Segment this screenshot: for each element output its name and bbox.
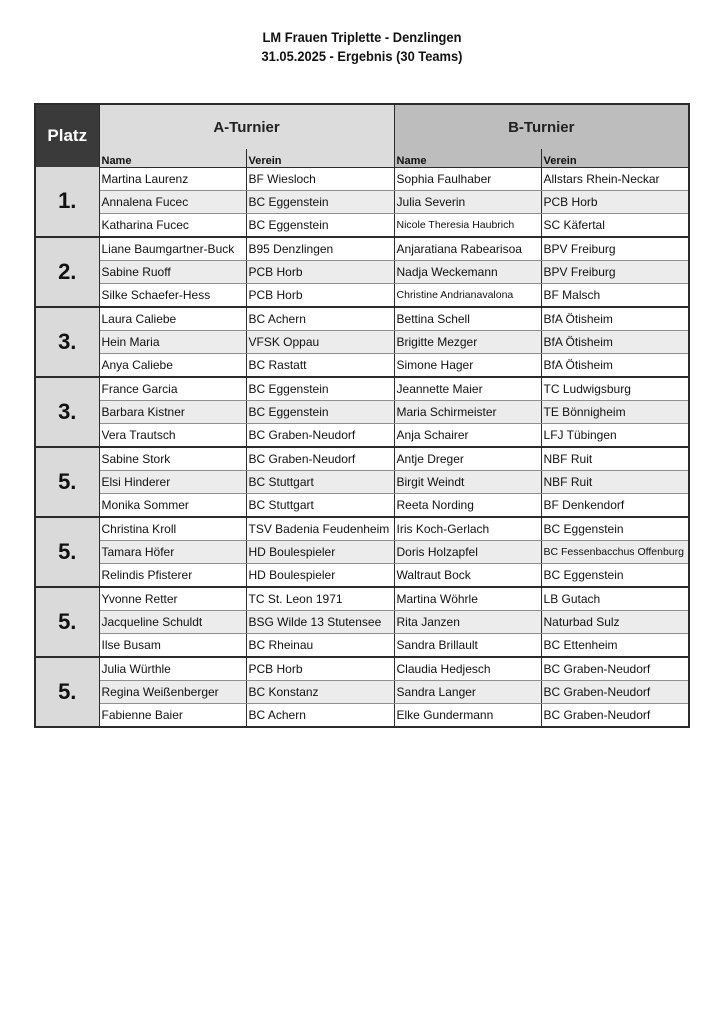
a-name-cell: Katharina Fucec	[99, 213, 246, 237]
b-name-cell: Reeta Nording	[394, 493, 541, 517]
table-row	[35, 353, 689, 377]
b-name-cell: Iris Koch-Gerlach	[394, 517, 541, 541]
a-name-cell: Martina Laurenz	[99, 167, 246, 190]
b-turnier-header: B-Turnier	[394, 104, 689, 149]
a-verein-cell: BC Konstanz	[246, 680, 394, 703]
a-verein-cell: VFSK Oppau	[246, 330, 394, 353]
b-verein-cell: BfA Ötisheim	[541, 307, 689, 331]
b-name-cell: Bettina Schell	[394, 307, 541, 331]
a-verein-cell: B95 Denzlingen	[246, 237, 394, 261]
a-name-cell: Anya Caliebe	[99, 353, 246, 377]
a-verein-cell: BC Graben-Neudorf	[246, 423, 394, 447]
a-name-cell: Relindis Pfisterer	[99, 563, 246, 587]
table-row	[35, 190, 689, 213]
place-cell: 5.	[35, 587, 99, 657]
table-row	[35, 703, 689, 727]
table-row	[35, 213, 689, 237]
table-row	[35, 330, 689, 353]
b-name-cell: Anjaratiana Rabearisoa	[394, 237, 541, 261]
a-verein-cell: BSG Wilde 13 Stutensee	[246, 610, 394, 633]
b-verein-cell: NBF Ruit	[541, 470, 689, 493]
b-verein-cell: Allstars Rhein-Neckar	[541, 167, 689, 190]
b-name-cell: Christine Andrianavalona	[394, 283, 541, 307]
b-name-cell: Doris Holzapfel	[394, 540, 541, 563]
b-verein-cell: LB Gutach	[541, 587, 689, 611]
b-verein-cell: BC Ettenheim	[541, 633, 689, 657]
table-row	[35, 517, 689, 541]
a-name-cell: Silke Schaefer-Hess	[99, 283, 246, 307]
b-name-cell: Antje Dreger	[394, 447, 541, 471]
table-row	[35, 307, 689, 331]
a-name-cell: Ilse Busam	[99, 633, 246, 657]
a-name-cell: Laura Caliebe	[99, 307, 246, 331]
b-name-column-header: Name	[394, 149, 541, 167]
a-verein-cell: BC Achern	[246, 307, 394, 331]
a-name-cell: Hein Maria	[99, 330, 246, 353]
a-verein-cell: PCB Horb	[246, 260, 394, 283]
b-verein-cell: BC Eggenstein	[541, 563, 689, 587]
b-name-cell: Waltraut Bock	[394, 563, 541, 587]
table-row	[35, 657, 689, 681]
place-cell: 5.	[35, 657, 99, 727]
title-line-2: 31.05.2025 - Ergebnis (30 Teams)	[261, 48, 463, 64]
table-row	[35, 400, 689, 423]
a-verein-cell: BC Stuttgart	[246, 493, 394, 517]
b-verein-cell: BC Eggenstein	[541, 517, 689, 541]
a-verein-cell: PCB Horb	[246, 657, 394, 681]
a-name-cell: Sabine Ruoff	[99, 260, 246, 283]
a-verein-cell: BC Eggenstein	[246, 213, 394, 237]
place-cell: 2.	[35, 237, 99, 307]
b-name-cell: Nicole Theresia Haubrich	[394, 213, 541, 237]
results-table	[34, 103, 690, 728]
a-verein-cell: TC St. Leon 1971	[246, 587, 394, 611]
table-row	[35, 470, 689, 493]
b-name-cell: Sandra Brillault	[394, 633, 541, 657]
b-name-cell: Jeannette Maier	[394, 377, 541, 401]
b-name-cell: Rita Janzen	[394, 610, 541, 633]
a-name-cell: Vera Trautsch	[99, 423, 246, 447]
b-verein-cell: SC Käfertal	[541, 213, 689, 237]
b-verein-cell: TE Bönnigheim	[541, 400, 689, 423]
b-verein-cell: BF Malsch	[541, 283, 689, 307]
b-verein-cell: BC Graben-Neudorf	[541, 680, 689, 703]
b-verein-cell: TC Ludwigsburg	[541, 377, 689, 401]
a-turnier-header: A-Turnier	[99, 104, 394, 149]
b-verein-cell: BC Graben-Neudorf	[541, 657, 689, 681]
place-cell: 5.	[35, 517, 99, 587]
b-name-cell: Simone Hager	[394, 353, 541, 377]
place-cell: 3.	[35, 307, 99, 377]
b-verein-cell: BfA Ötisheim	[541, 330, 689, 353]
b-verein-cell: PCB Horb	[541, 190, 689, 213]
b-verein-cell: LFJ Tübingen	[541, 423, 689, 447]
table-row	[35, 283, 689, 307]
a-name-cell: Regina Weißenberger	[99, 680, 246, 703]
table-row	[35, 493, 689, 517]
b-name-cell: Nadja Weckemann	[394, 260, 541, 283]
a-name-cell: France Garcia	[99, 377, 246, 401]
a-verein-cell: BC Eggenstein	[246, 190, 394, 213]
platz-header: Platz	[35, 104, 99, 167]
table-row	[35, 587, 689, 611]
b-name-cell: Julia Severin	[394, 190, 541, 213]
b-name-cell: Martina Wöhrle	[394, 587, 541, 611]
a-verein-cell: BC Rastatt	[246, 353, 394, 377]
a-verein-cell: TSV Badenia Feudenheim	[246, 517, 394, 541]
table-row	[35, 237, 689, 261]
a-name-cell: Annalena Fucec	[99, 190, 246, 213]
b-name-cell: Anja Schairer	[394, 423, 541, 447]
a-name-cell: Jacqueline Schuldt	[99, 610, 246, 633]
a-verein-cell: BC Rheinau	[246, 633, 394, 657]
table-row	[35, 423, 689, 447]
b-name-cell: Birgit Weindt	[394, 470, 541, 493]
a-name-cell: Tamara Höfer	[99, 540, 246, 563]
a-verein-cell: BC Eggenstein	[246, 377, 394, 401]
a-verein-cell: PCB Horb	[246, 283, 394, 307]
b-name-cell: Elke Gundermann	[394, 703, 541, 727]
a-verein-cell: HD Boulespieler	[246, 540, 394, 563]
table-row	[35, 563, 689, 587]
table-row	[35, 167, 689, 190]
table-row	[35, 447, 689, 471]
b-verein-cell: BPV Freiburg	[541, 237, 689, 261]
place-cell: 5.	[35, 447, 99, 517]
b-verein-cell: NBF Ruit	[541, 447, 689, 471]
b-name-cell: Brigitte Mezger	[394, 330, 541, 353]
b-verein-cell: BPV Freiburg	[541, 260, 689, 283]
b-name-cell: Claudia Hedjesch	[394, 657, 541, 681]
a-verein-cell: BC Stuttgart	[246, 470, 394, 493]
b-name-cell: Sandra Langer	[394, 680, 541, 703]
results-body	[35, 167, 689, 727]
b-name-cell: Maria Schirmeister	[394, 400, 541, 423]
a-name-cell: Barbara Kistner	[99, 400, 246, 423]
place-cell: 3.	[35, 377, 99, 447]
a-verein-cell: BC Eggenstein	[246, 400, 394, 423]
a-name-cell: Julia Würthle	[99, 657, 246, 681]
b-verein-cell: BC Graben-Neudorf	[541, 703, 689, 727]
a-verein-column-header: Verein	[246, 149, 394, 167]
table-row	[35, 260, 689, 283]
title-line-1: LM Frauen Triplette - Denzlingen	[262, 29, 462, 45]
b-verein-column-header: Verein	[541, 149, 689, 167]
a-name-cell: Liane Baumgartner-Buck	[99, 237, 246, 261]
b-verein-cell: Naturbad Sulz	[541, 610, 689, 633]
document-title	[29, 28, 695, 66]
a-verein-cell: HD Boulespieler	[246, 563, 394, 587]
a-name-cell: Elsi Hinderer	[99, 470, 246, 493]
a-name-cell: Monika Sommer	[99, 493, 246, 517]
b-verein-cell: BF Denkendorf	[541, 493, 689, 517]
a-verein-cell: BF Wiesloch	[246, 167, 394, 190]
table-row	[35, 633, 689, 657]
table-row	[35, 680, 689, 703]
a-name-cell: Sabine Stork	[99, 447, 246, 471]
a-name-column-header: Name	[99, 149, 246, 167]
place-cell: 1.	[35, 167, 99, 237]
a-verein-cell: BC Achern	[246, 703, 394, 727]
a-name-cell: Christina Kroll	[99, 517, 246, 541]
table-row	[35, 610, 689, 633]
table-row	[35, 377, 689, 401]
a-name-cell: Fabienne Baier	[99, 703, 246, 727]
b-name-cell: Sophia Faulhaber	[394, 167, 541, 190]
a-name-cell: Yvonne Retter	[99, 587, 246, 611]
b-verein-cell: BfA Ötisheim	[541, 353, 689, 377]
b-verein-cell: BC Fessenbacchus Offenburg	[541, 540, 689, 563]
table-row	[35, 540, 689, 563]
a-verein-cell: BC Graben-Neudorf	[246, 447, 394, 471]
